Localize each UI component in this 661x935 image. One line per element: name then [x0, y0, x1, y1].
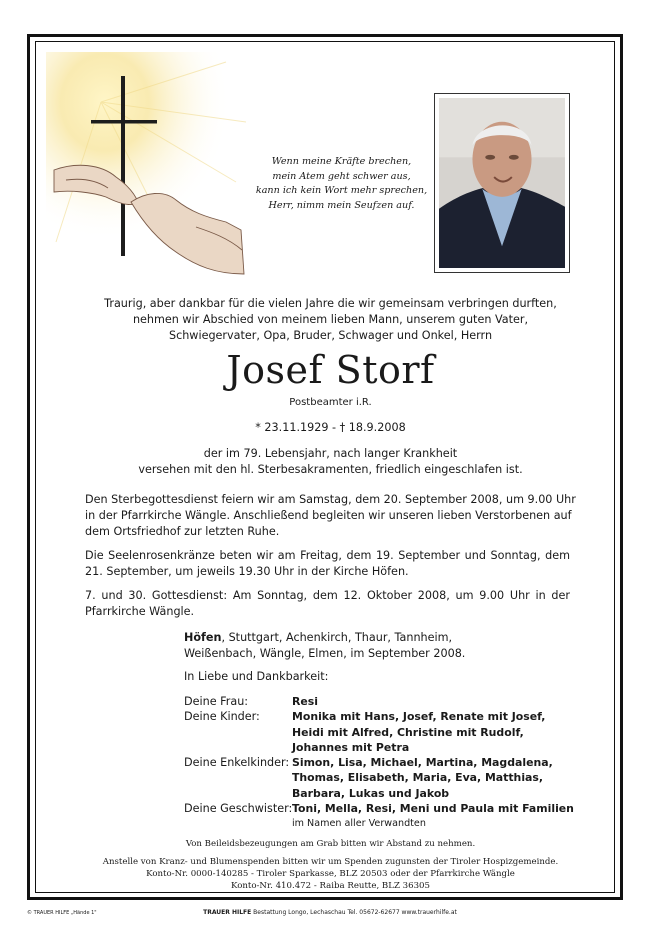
family-names: Thomas, Elisabeth, Maria, Eva, Matthias, [292, 771, 544, 785]
family-row-siblings [184, 801, 574, 816]
life-dates: * 23.11.1929 - † 18.9.2008 [255, 421, 406, 434]
donation-line: Konto-Nr. 410.472 - Raiba Reutte, BLZ 36305 [231, 881, 430, 891]
relatives-note: im Namen aller Verwandten [292, 818, 426, 829]
funeral-paragraph [85, 492, 576, 540]
mass-line: Pfarrkirche Wängle. [85, 605, 195, 618]
family-row-wife [184, 694, 574, 709]
poem-line: Herr, nimm mein Seufzen auf. [268, 199, 415, 211]
family-row-grandchildren [184, 755, 574, 801]
family-names: Simon, Lisa, Michael, Martina, Magdalena, [292, 756, 553, 770]
family-names: Toni, Mella, Resi, Meni und Paula mit Familien [292, 802, 574, 816]
poem-line: mein Atem geht schwer aus, [272, 170, 411, 182]
intro-line: Schwiegervater, Opa, Bruder, Schwager und Onkel, Herrn [168, 329, 493, 342]
condolence-note [60, 838, 601, 850]
death-note [60, 446, 601, 478]
condolence-line: Von Beileidsbezeugungen am Grab bitten wir Abstand zu nehmen. [185, 839, 476, 849]
death-note-line: versehen mit den hl. Sterbesakramenten, friedlich eingeschlafen ist. [138, 463, 523, 476]
footer-contact: Bestattung Longo, Lechaschau Tel. 05672-62677 www.trauerhilfe.at [251, 909, 457, 916]
footer-copyright: © TRAUER HILFE „Hände 1" [27, 910, 97, 916]
places-first: Höfen [184, 631, 222, 644]
poem-line: Wenn meine Kräfte brechen, [271, 156, 412, 167]
footer-imprint [160, 909, 500, 917]
intro-line: nehmen wir Abschied von meinem lieben Mann, unserem guten Vater, [132, 313, 529, 326]
cross-hands-illustration [46, 52, 256, 282]
family-names: Monika mit Hans, Josef, Renate mit Josef, [292, 710, 546, 724]
rosary-paragraph [85, 548, 570, 580]
deceased-name: Josef Storf [226, 348, 435, 392]
mass-paragraph [85, 588, 570, 620]
family-label: Deine Enkelkinder: [184, 756, 290, 770]
family-label: Deine Geschwister: [184, 802, 293, 816]
family-names: Johannes mit Petra [292, 740, 410, 754]
occupation: Postbeamter i.R. [289, 397, 372, 408]
family-row-children [184, 709, 574, 755]
family-names: Barbara, Lukas und Jakob [292, 786, 450, 800]
funeral-line: in der Pfarrkirche Wängle. Anschließend begleiten wir unseren lieben Verstorbenen auf [85, 509, 572, 522]
poem-line: kann ich kein Wort mehr sprechen, [255, 185, 428, 196]
footer-brand: TRAUER HILFE [203, 909, 252, 916]
love-gratitude: In Liebe und Dankbarkeit: [184, 670, 329, 683]
places-date [184, 630, 465, 662]
places-rest: , Stuttgart, Achenkirch, Thaur, Tannheim, [221, 631, 453, 644]
donation-note [60, 856, 601, 892]
funeral-line: dem Ortsfriedhof zur letzten Ruhe. [85, 525, 280, 538]
intro-text [60, 296, 601, 344]
death-note-line: der im 79. Lebensjahr, nach langer Krankheit [203, 447, 458, 460]
rosary-line: Die Seelenrosenkränze beten wir am Freitag, dem 19. September und Sonntag, dem [85, 549, 570, 562]
intro-line: Traurig, aber dankbar für die vielen Jahre die wir gemeinsam verbringen durften, [104, 297, 557, 310]
poem [254, 155, 429, 213]
rosary-line: 21. September, um jeweils 19.30 Uhr in der Kirche Höfen. [85, 565, 409, 578]
family-names: Heidi mit Alfred, Christine mit Rudolf, [292, 725, 524, 739]
portrait-photo [434, 93, 570, 273]
family-names: Resi [292, 695, 318, 708]
donation-line: Konto-Nr. 0000-140285 - Tiroler Sparkasse, BLZ 20503 oder der Pfarrkirche Wängle [146, 869, 515, 879]
places-line2: Weißenbach, Wängle, Elmen, im September 2008. [184, 647, 466, 660]
family-label: Deine Frau: [184, 695, 249, 708]
mass-line: 7. und 30. Gottesdienst: Am Sonntag, dem 12. Oktober 2008, um 9.00 Uhr in der [85, 589, 570, 602]
funeral-line: Den Sterbegottesdienst feiern wir am Samstag, dem 20. September 2008, um 9.00 Uhr [85, 493, 576, 506]
family-list [184, 694, 574, 816]
donation-line: Anstelle von Kranz- und Blumenspenden bitten wir um Spenden zugunsten der Tiroler Hospizgemeinde. [102, 857, 559, 867]
family-label: Deine Kinder: [184, 710, 260, 724]
